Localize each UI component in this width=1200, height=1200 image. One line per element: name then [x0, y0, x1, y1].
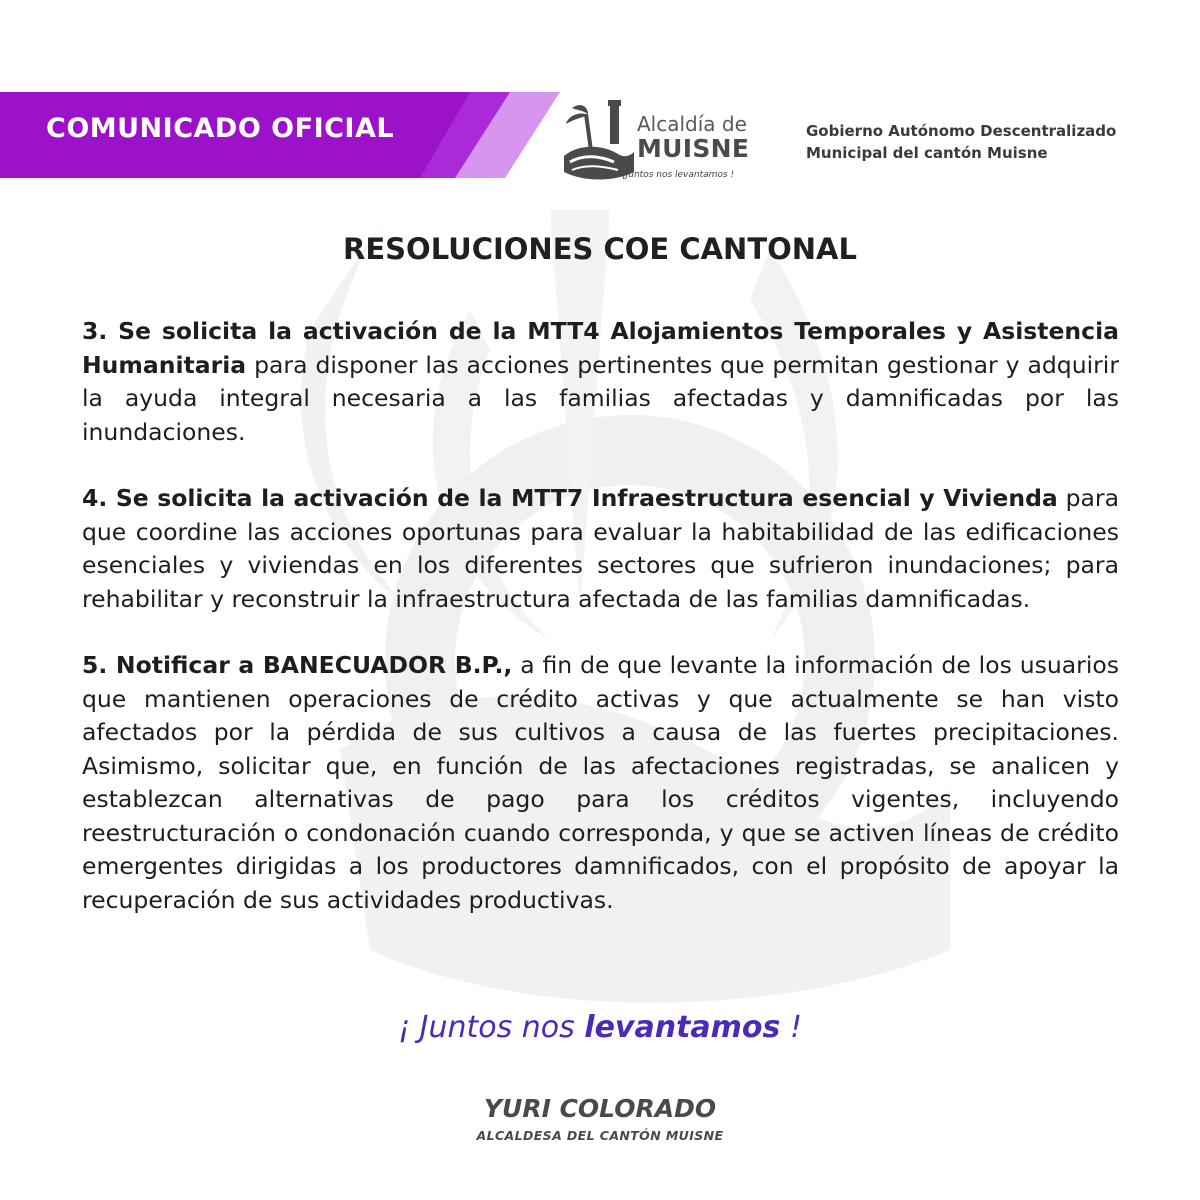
resolution-5: [82, 649, 1119, 917]
resolution-3-text: para disponer las acciones pertinentes que permitan gestionar y adquirir la ayuda integral necesaria a las familias afectadas y damnificadas por las inundaciones.: [82, 350, 1119, 446]
resolution-5-text: a fin de que levante la información de los usuarios que mantienen operaciones de crédito activas y que actualmente se han visto afectados por la pérdida de sus cultivos a causa de las fuertes precipitaciones. Asimismo, solicitar que, en función de las afectaciones registradas, se analicen y establezcan alternativas de pago para los créditos vigentes, incluyendo reestructuración o condonación cuando corresponda, y que se activen líneas de crédito emergentes dirigidas a los productores damnificados, con el propósito de apoyar la recuperación de sus actividades productivas.: [82, 651, 1119, 914]
resolution-4: [82, 482, 1119, 616]
slogan-bold: levantamos: [584, 1010, 781, 1045]
logo-line1: Alcaldía de: [637, 112, 747, 136]
slogan-pre: ¡ Juntos nos: [398, 1010, 585, 1045]
government-name: [806, 120, 1116, 164]
signer-name: YURI COLORADO: [483, 1094, 717, 1123]
page-title: RESOLUCIONES COE CANTONAL: [343, 232, 857, 266]
footer-slogan: [0, 1010, 1200, 1045]
resolution-3-heading: 3. Se solicita la activación de la MTT4 Alojamientos Temporales y Asistencia Humanitaria: [82, 317, 1119, 379]
gov-line2: Municipal del cantón Muisne: [806, 144, 1048, 162]
logo-slogan: ¡Juntos nos levantamos !: [622, 170, 735, 180]
municipality-logo: [558, 98, 773, 188]
resolutions-body: [82, 315, 1119, 950]
signer-role: ALCALDESA DEL CANTÓN MUISNE: [476, 1128, 724, 1143]
resolution-4-text: para que coordine las acciones oportunas para evaluar la habitabilidad de las edificaciones esenciales y viviendas en los diferentes sectores que sufrieron inundaciones; para rehabilitar y reconstruir la infraestructura afectada de las familias damnificadas.: [82, 484, 1119, 613]
banner-label: COMUNICADO OFICIAL: [46, 113, 395, 144]
resolution-5-heading: 5. Notificar a BANECUADOR B.P.,: [82, 651, 513, 679]
resolution-4-heading: 4. Se solicita la activación de la MTT7 Infraestructura esencial y Vivienda: [82, 484, 1058, 512]
resolution-3: [82, 315, 1119, 449]
slogan-post: !: [780, 1010, 802, 1045]
gov-line1: Gobierno Autónomo Descentralizado: [806, 122, 1117, 140]
logo-line2: MUISNE: [637, 134, 750, 163]
